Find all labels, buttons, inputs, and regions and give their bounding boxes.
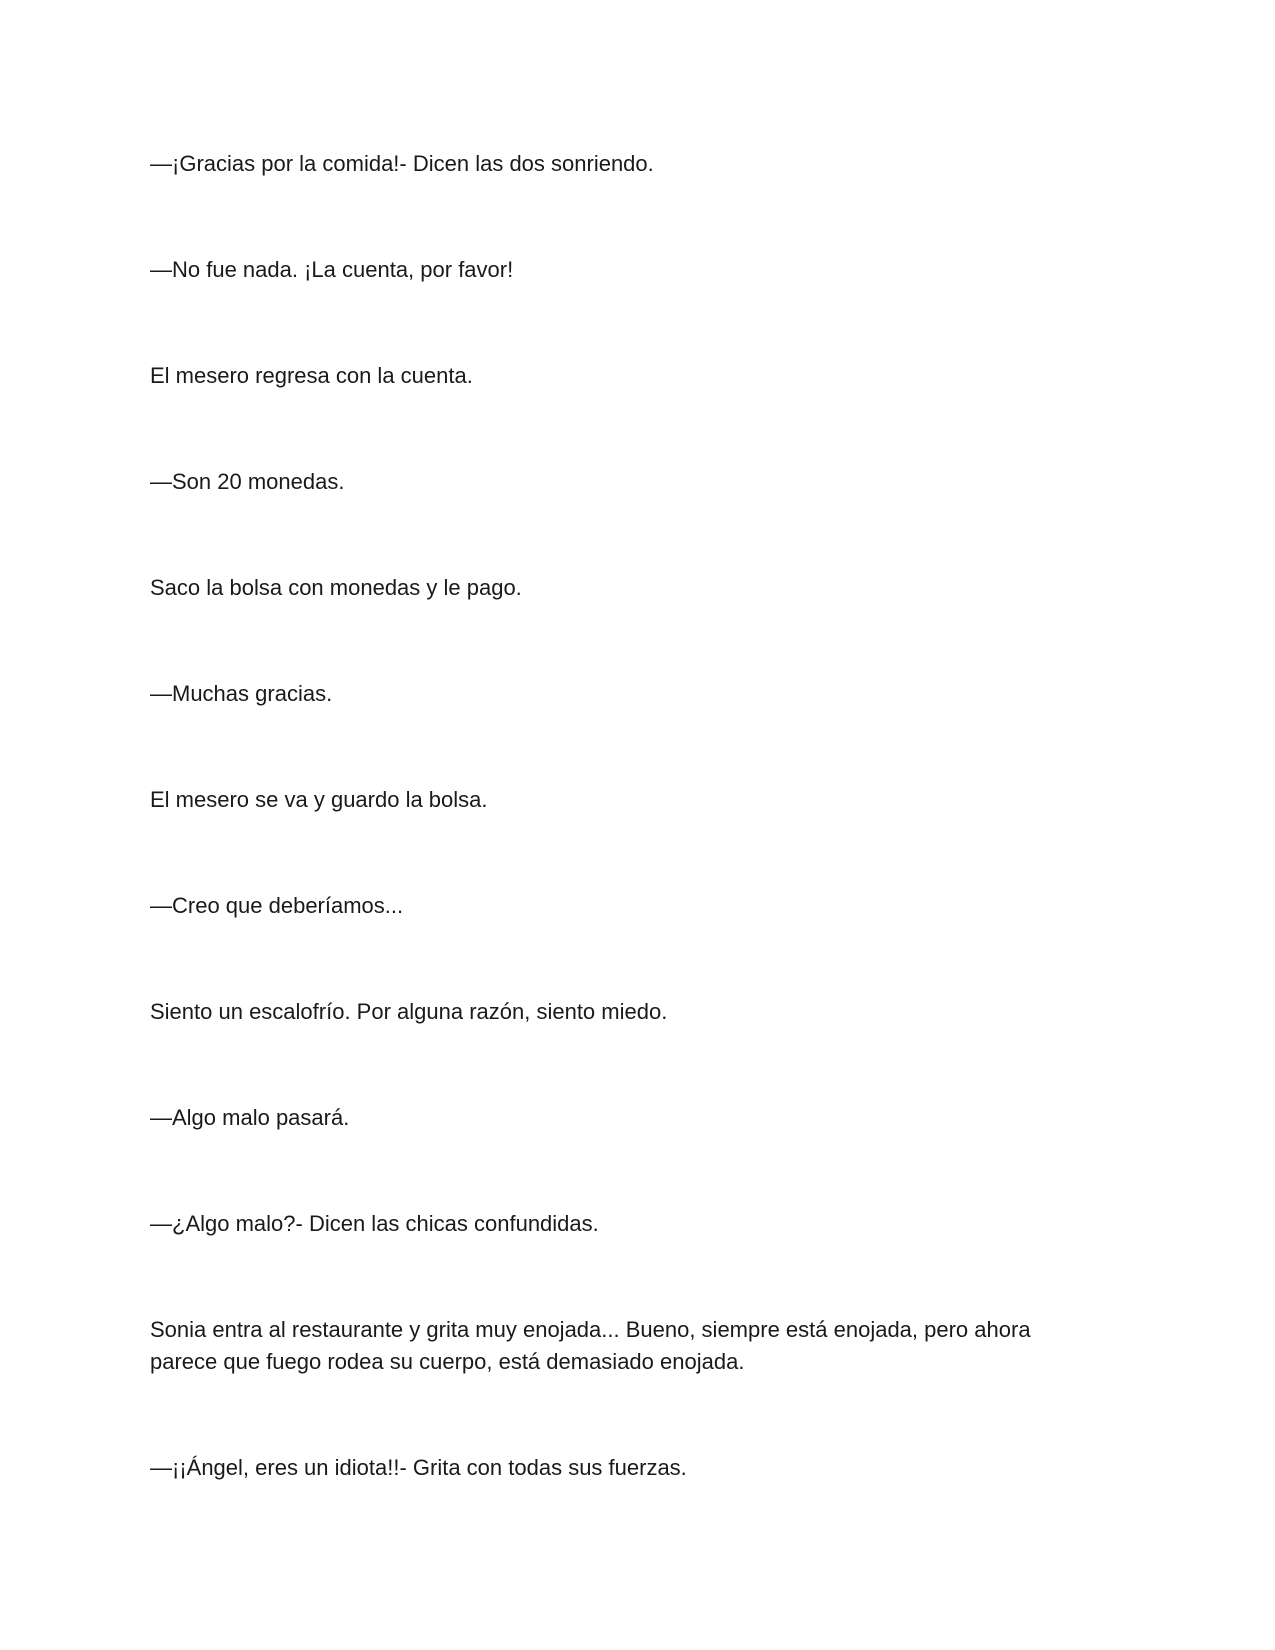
paragraph: Saco la bolsa con monedas y le pago.	[150, 575, 522, 600]
paragraph: —Son 20 monedas.	[150, 469, 345, 494]
paragraph: —Creo que deberíamos...	[150, 893, 404, 918]
paragraph: El mesero regresa con la cuenta.	[150, 363, 473, 388]
paragraph: —¡¡Ángel, eres un idiota!!- Grita con todas sus fuerzas.	[150, 1455, 687, 1480]
paragraph: —¿Algo malo?- Dicen las chicas confundidas.	[150, 1211, 599, 1236]
paragraph: El mesero se va y guardo la bolsa.	[150, 787, 488, 812]
paragraph: —Muchas gracias.	[150, 681, 333, 706]
paragraph: —¡Gracias por la comida!- Dicen las dos sonriendo.	[150, 151, 654, 176]
paragraph: —No fue nada. ¡La cuenta, por favor!	[150, 257, 514, 282]
paragraph: —Algo malo pasará.	[150, 1105, 350, 1130]
paragraph: Sonia entra al restaurante y grita muy enojada... Bueno, siempre está enojada, pero ahora parece que fuego rodea su cuerpo, está demasiado enojada.	[150, 1317, 1031, 1374]
paragraph: Siento un escalofrío. Por alguna razón, siento miedo.	[150, 999, 668, 1024]
